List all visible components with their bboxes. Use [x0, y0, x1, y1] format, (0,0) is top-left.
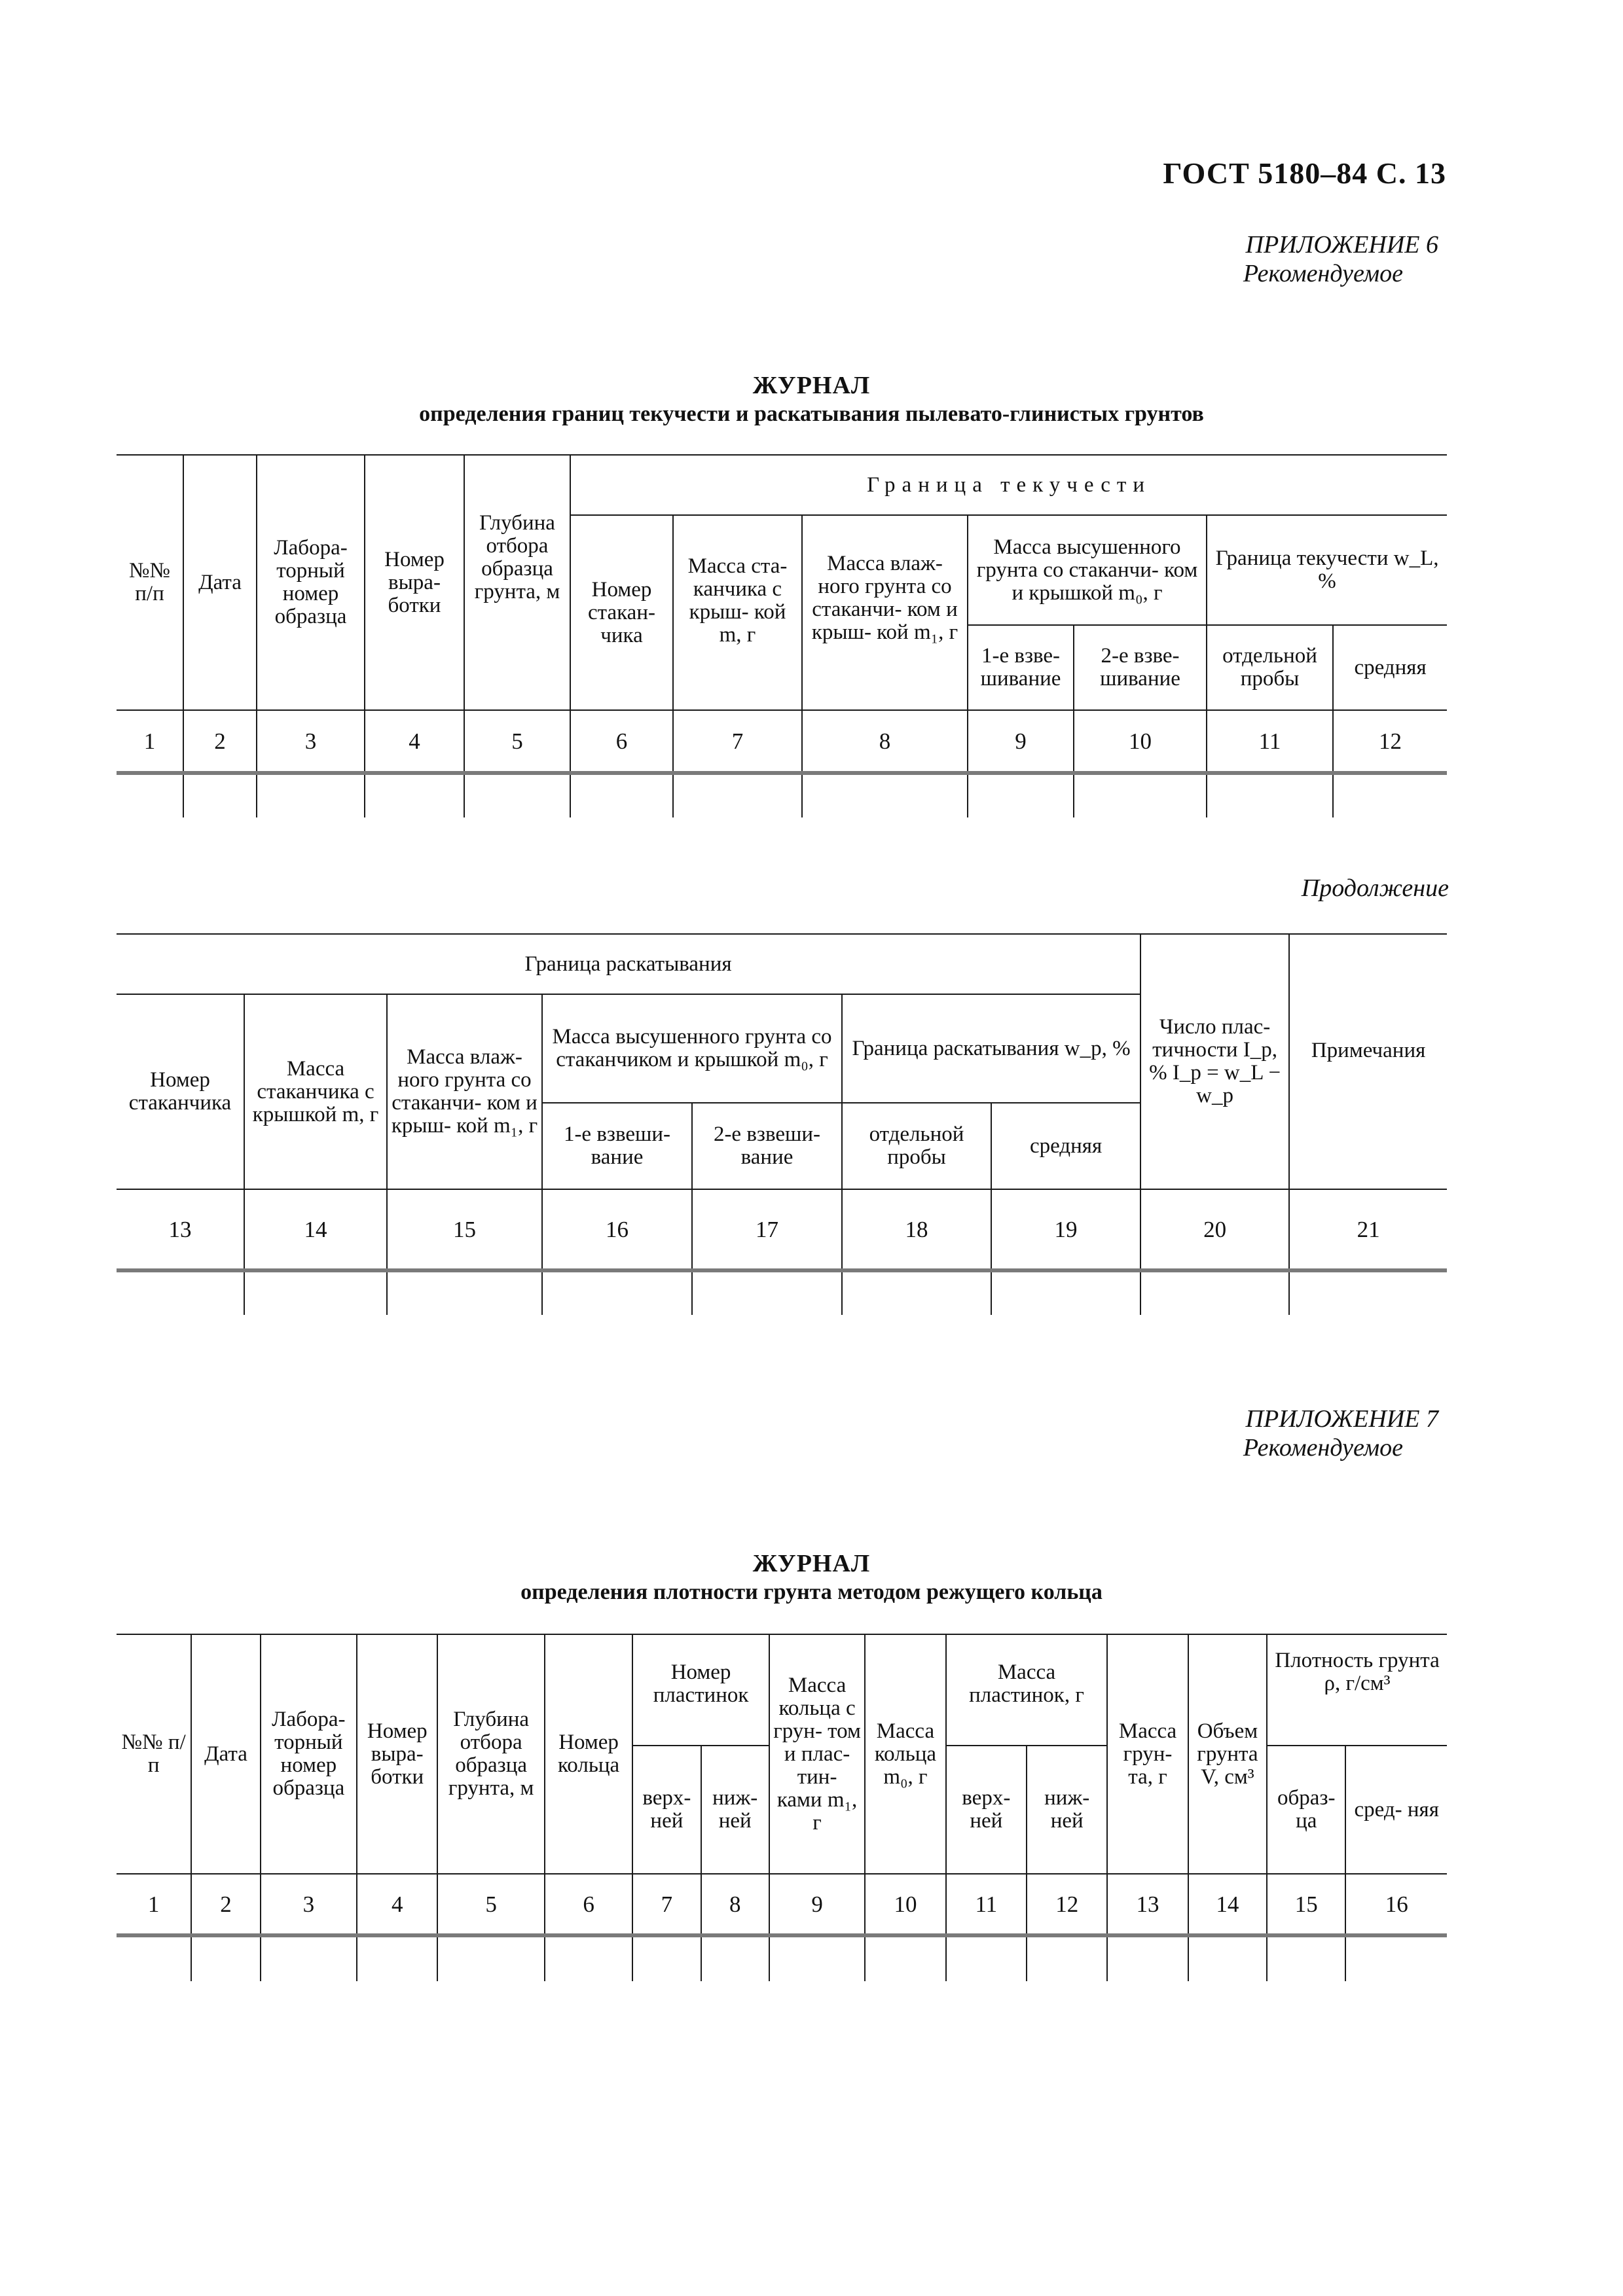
table3-col9-header: Масса кольца с грун- том и плас- тин- ками m₁, г: [769, 1634, 865, 1874]
table1-col1-header: №№ п/п: [117, 455, 183, 710]
table3-num-cell: 2: [191, 1874, 260, 1935]
table3-num-cell: 10: [865, 1874, 945, 1935]
table3-col4-header: Номер выра- ботки: [357, 1634, 437, 1874]
table1-col9-header: 1-е взве- шивание: [968, 625, 1074, 710]
table3-num-cell: 15: [1267, 1874, 1345, 1935]
table1-group-liquid-limit: Граница текучести: [570, 455, 1447, 515]
table3-empty-cell: [701, 1935, 769, 1981]
table1-num-cell: 4: [365, 710, 464, 773]
table3-empty-cell: [1027, 1935, 1107, 1981]
table2-col13-header: Номер стаканчика: [117, 994, 244, 1189]
table2-col19-header: средняя: [991, 1103, 1140, 1189]
table3-empty-cell: [769, 1935, 865, 1981]
table2-empty-cell: [692, 1270, 842, 1315]
journal-1-subtitle: определения границ текучести и раскатывания пылевато-глинистых грунтов: [419, 402, 1204, 426]
table1-empty-cell: [1333, 773, 1447, 817]
table3-col14-header: Объем грунта V, см³: [1188, 1634, 1267, 1874]
appendix-7-label: ПРИЛОЖЕНИЕ 7: [1245, 1405, 1438, 1433]
journal-1-title: ЖУРНАЛ: [752, 372, 871, 399]
table1-col7-header: Масса ста- канчика с крыш- кой m, г: [673, 515, 802, 710]
table3-col10-header: Масса кольца m₀, г: [865, 1634, 945, 1874]
table1-col10-header: 2-е взве- шивание: [1074, 625, 1207, 710]
table1-empty-cell: [1074, 773, 1207, 817]
table3-col6-header: Номер кольца: [545, 1634, 632, 1874]
table2-empty-cell: [117, 1270, 244, 1315]
table1-col8-header: Масса влаж- ного грунта со стаканчи- ком и крыш- кой m₁, г: [802, 515, 968, 710]
table1-empty-cell: [464, 773, 570, 817]
table1-empty-cell: [365, 773, 464, 817]
table3-empty-row: [117, 1935, 1447, 1981]
plastic-limit-table: [117, 933, 1447, 1315]
table3-empty-cell: [632, 1935, 701, 1981]
appendix-7-status: Рекомендуемое: [1243, 1434, 1403, 1462]
table1-header-row-1: [117, 455, 1447, 515]
table3-empty-cell: [261, 1935, 357, 1981]
table3-col3-header: Лабора- торный номер образца: [261, 1634, 357, 1874]
table2-group-plastic-limit: Граница раскатывания: [117, 934, 1140, 994]
table3-col15-header: образ- ца: [1267, 1746, 1345, 1874]
continuation-label: Продолжение: [1301, 874, 1449, 902]
table2-num-cell: 14: [244, 1189, 387, 1270]
table3-empty-cell: [117, 1935, 191, 1981]
table2-empty-cell: [1289, 1270, 1447, 1315]
table3-empty-cell: [1107, 1935, 1188, 1981]
table2-num-cell: 21: [1289, 1189, 1447, 1270]
table1-empty-cell: [117, 773, 183, 817]
table1-num-cell: 9: [968, 710, 1074, 773]
table1-col3-header: Лабора- торный номер образца: [257, 455, 365, 710]
table3-col7-header: верх- ней: [632, 1746, 701, 1874]
table3-num-cell: 12: [1027, 1874, 1107, 1935]
table1-num-cell: 1: [117, 710, 183, 773]
table3-col12-header: ниж- ней: [1027, 1746, 1107, 1874]
table3-empty-cell: [437, 1935, 544, 1981]
table2-number-row: [117, 1189, 1447, 1270]
table2-group-dry-mass: Масса высушенного грунта со стаканчиком и крышкой m₀, г: [542, 994, 842, 1103]
table1-num-cell: 10: [1074, 710, 1207, 773]
table3-col13-header: Масса грун- та, г: [1107, 1634, 1188, 1874]
table3-num-cell: 9: [769, 1874, 865, 1935]
table3-num-cell: 4: [357, 1874, 437, 1935]
table2-empty-cell: [542, 1270, 692, 1315]
table2-empty-cell: [244, 1270, 387, 1315]
table2-empty-row: [117, 1270, 1447, 1315]
table3-col8-header: ниж- ней: [701, 1746, 769, 1874]
table3-col16-header: сред- няя: [1345, 1746, 1447, 1874]
table2-empty-cell: [387, 1270, 542, 1315]
table2-col15-header: Масса влаж- ного грунта со стаканчи- ком и крыш- кой m₁, г: [387, 994, 542, 1189]
table2-col21-header: Примечания: [1289, 934, 1447, 1189]
liquid-limit-table: [117, 454, 1447, 817]
table3-empty-cell: [865, 1935, 945, 1981]
table1-empty-cell: [257, 773, 365, 817]
table3-group-density: Плотность грунта ρ, г/см³: [1267, 1634, 1447, 1746]
table1-num-cell: 3: [257, 710, 365, 773]
table2-num-cell: 17: [692, 1189, 842, 1270]
table1-empty-cell: [570, 773, 673, 817]
table1-col6-header: Номер стакан- чика: [570, 515, 673, 710]
table2-col18-header: отдельной пробы: [842, 1103, 991, 1189]
journal-1-heading: [0, 370, 1623, 428]
table3-group-plates-number: Номер пластинок: [632, 1634, 769, 1746]
journal-2-subtitle: определения плотности грунта методом режущего кольца: [520, 1580, 1103, 1604]
standard-reference: ГОСТ 5180–84 С. 13: [1163, 156, 1446, 190]
table1-empty-cell: [1207, 773, 1333, 817]
table3-col1-header: №№ п/п: [117, 1634, 191, 1874]
table2-num-cell: 16: [542, 1189, 692, 1270]
appendix-6-block: [1243, 230, 1438, 288]
table1-num-cell: 5: [464, 710, 570, 773]
density-table: [117, 1634, 1447, 1981]
table3-num-cell: 14: [1188, 1874, 1267, 1935]
table3-col2-header: Дата: [191, 1634, 260, 1874]
table3-empty-cell: [357, 1935, 437, 1981]
table1-group-limit: Граница текучести w_L, %: [1207, 515, 1447, 625]
table1-empty-cell: [802, 773, 968, 817]
table3-empty-cell: [946, 1935, 1027, 1981]
table3-num-cell: 7: [632, 1874, 701, 1935]
table2-group-limit: Граница раскатывания w_p, %: [842, 994, 1140, 1103]
table2-num-cell: 15: [387, 1189, 542, 1270]
table3-col11-header: верх- ней: [946, 1746, 1027, 1874]
table3-num-cell: 8: [701, 1874, 769, 1935]
table2-col14-header: Масса стаканчика с крышкой m, г: [244, 994, 387, 1189]
table1-empty-row: [117, 773, 1447, 817]
table2-empty-cell: [991, 1270, 1140, 1315]
table1-number-row: [117, 710, 1447, 773]
appendix-6-label: ПРИЛОЖЕНИЕ 6: [1245, 231, 1438, 259]
table1-col4-header: Номер выра- ботки: [365, 455, 464, 710]
table1-num-cell: 8: [802, 710, 968, 773]
table1-col12-header: средняя: [1333, 625, 1447, 710]
table2-num-cell: 20: [1140, 1189, 1289, 1270]
table1-num-cell: 12: [1333, 710, 1447, 773]
table2-num-cell: 18: [842, 1189, 991, 1270]
table3-num-cell: 16: [1345, 1874, 1447, 1935]
table3-col5-header: Глубина отбора образца грунта, м: [437, 1634, 544, 1874]
journal-2-title: ЖУРНАЛ: [752, 1550, 871, 1577]
table2-num-cell: 13: [117, 1189, 244, 1270]
table3-num-cell: 3: [261, 1874, 357, 1935]
table2-col20-header: Число плас- тичности I_p, % I_p = w_L − w_p: [1140, 934, 1289, 1189]
table2-empty-cell: [842, 1270, 991, 1315]
table1-num-cell: 11: [1207, 710, 1333, 773]
table3-empty-cell: [1267, 1935, 1345, 1981]
journal-2-heading: [0, 1549, 1623, 1606]
table3-num-cell: 11: [946, 1874, 1027, 1935]
table3-num-cell: 6: [545, 1874, 632, 1935]
table3-header-row-1: [117, 1634, 1447, 1746]
table3-num-cell: 5: [437, 1874, 544, 1935]
table2-header-row-1: [117, 934, 1447, 994]
table1-empty-cell: [673, 773, 802, 817]
table2-empty-cell: [1140, 1270, 1289, 1315]
table1-num-cell: 2: [183, 710, 257, 773]
table3-group-plates-mass: Масса пластинок, г: [946, 1634, 1108, 1746]
table2-num-cell: 19: [991, 1189, 1140, 1270]
table1-empty-cell: [183, 773, 257, 817]
table1-col5-header: Глубина отбора образца грунта, м: [464, 455, 570, 710]
table3-empty-cell: [1345, 1935, 1447, 1981]
table2-col17-header: 2-е взвеши- вание: [692, 1103, 842, 1189]
table3-empty-cell: [545, 1935, 632, 1981]
table1-col11-header: отдельной пробы: [1207, 625, 1333, 710]
appendix-6-status: Рекомендуемое: [1243, 260, 1403, 287]
table1-empty-cell: [968, 773, 1074, 817]
table1-group-dry-mass: Масса высушенного грунта со стаканчи- ком и крышкой m₀, г: [968, 515, 1207, 625]
appendix-7-block: [1243, 1405, 1438, 1462]
table1-col2-header: Дата: [183, 455, 257, 710]
table2-col16-header: 1-е взвеши- вание: [542, 1103, 692, 1189]
table3-num-cell: 1: [117, 1874, 191, 1935]
table3-num-cell: 13: [1107, 1874, 1188, 1935]
table1-num-cell: 6: [570, 710, 673, 773]
table3-empty-cell: [1188, 1935, 1267, 1981]
table3-empty-cell: [191, 1935, 260, 1981]
table3-number-row: [117, 1874, 1447, 1935]
table1-num-cell: 7: [673, 710, 802, 773]
